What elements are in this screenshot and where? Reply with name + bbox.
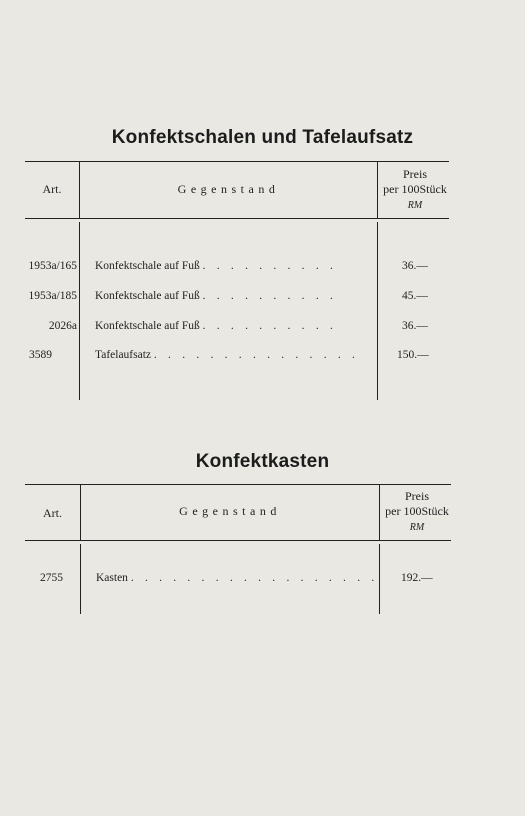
row-item: Konfektschale auf Fuß . . . . . . . . . . xyxy=(95,260,338,272)
table-top-rule xyxy=(25,484,451,485)
header-art: Art. xyxy=(42,182,62,196)
header-preis: Preis xyxy=(405,489,429,503)
table-top-rule xyxy=(25,161,449,162)
col-divider-body-1 xyxy=(80,544,81,614)
header-gegenstand: Gegenstand xyxy=(179,504,281,518)
row-price: 36.— xyxy=(402,260,428,272)
col-divider-body-1 xyxy=(79,222,80,400)
row-art: 2755 xyxy=(40,572,63,584)
row-price: 192.— xyxy=(401,572,433,584)
row-item: Tafelaufsatz . . . . . . . . . . . . . . . xyxy=(95,349,360,361)
row-art: 1953a/165 xyxy=(28,260,77,272)
header-per-100: per 100Stück xyxy=(385,504,449,518)
header-currency: RM xyxy=(407,200,423,211)
row-art: 3589 xyxy=(29,349,52,361)
section-title-konfektkasten: Konfektkasten xyxy=(195,451,330,472)
header-gegenstand: Gegenstand xyxy=(177,182,280,196)
col-divider-body-2 xyxy=(379,544,380,614)
header-preis: Preis xyxy=(403,167,427,181)
header-currency: RM xyxy=(409,522,425,533)
row-item: Konfektschale auf Fuß . . . . . . . . . . xyxy=(95,320,338,332)
row-art: 1953a/185 xyxy=(28,290,77,302)
row-item: Kasten . . . . . . . . . . . . . . . . . . xyxy=(96,572,379,584)
col-divider-body-2 xyxy=(377,222,378,400)
row-price: 45.— xyxy=(402,290,428,302)
table-header-rule xyxy=(25,218,449,219)
row-price: 36.— xyxy=(402,320,428,332)
row-price: 150.— xyxy=(397,349,429,361)
header-art: Art. xyxy=(43,506,62,520)
row-item: Konfektschale auf Fuß . . . . . . . . . . xyxy=(95,290,338,302)
header-per-100: per 100Stück xyxy=(383,182,447,196)
table-header-rule xyxy=(25,540,451,541)
row-art: 2026a xyxy=(48,320,77,332)
section-title-konfektschalen: Konfektschalen und Tafelaufsatz xyxy=(111,127,414,148)
